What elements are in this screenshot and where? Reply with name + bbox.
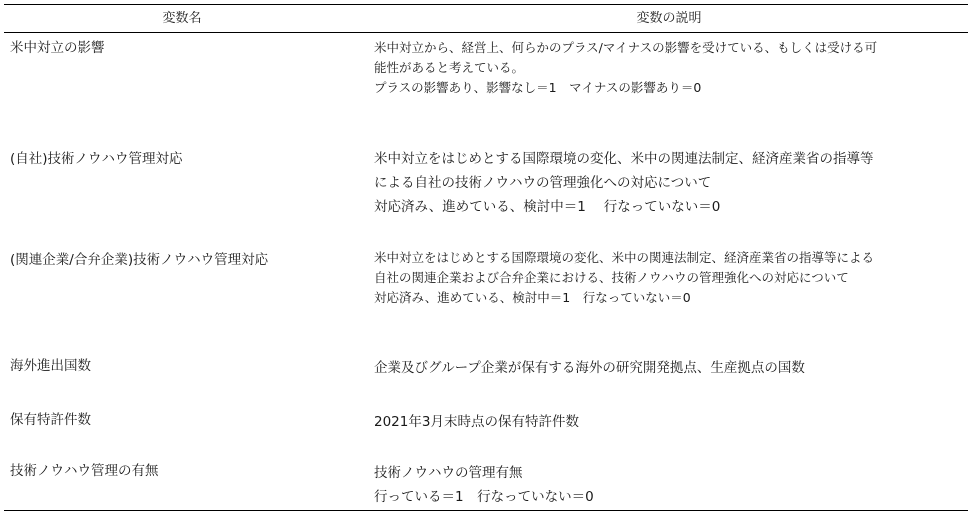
variable-name: 保有特許件数 (10, 412, 91, 428)
description-line: 米中対立をはじめとする国際環境の変化、米中の関連法制定、経済産業省の指導等による (374, 250, 875, 265)
variable-name: 技術ノウハウ管理の有無 (10, 463, 159, 479)
description-line: 対応済み、進めている、検討中＝1 行なっていない＝0 (374, 290, 691, 305)
header-divider (4, 32, 968, 33)
variable-description (374, 248, 968, 308)
variable-name: 米中対立の影響 (10, 40, 105, 56)
description-line: による自社の技術ノウハウの管理強化への対応について (374, 175, 712, 191)
description-line: 技術ノウハウの管理有無 (374, 465, 523, 481)
variable-description (374, 461, 968, 509)
description-line: 行っている＝1 行なっていない＝0 (374, 489, 594, 505)
description-line: プラスの影響あり、影響なし＝1 マイナスの影響あり＝0 (374, 80, 702, 95)
variable-table (4, 4, 968, 511)
variable-description (374, 356, 968, 380)
description-line: 2021年3月末時点の保有特許件数 (374, 414, 579, 430)
variable-name: 海外進出国数 (10, 358, 91, 374)
header-variable-description: 変数の説明 (636, 11, 702, 26)
description-line: 自社の関連企業および合弁企業における、技術ノウハウの管理強化への対応について (374, 270, 849, 285)
description-line: 米中対立から、経営上、何らかのプラス/マイナスの影響を受けている、もしくは受ける可 (374, 40, 878, 55)
header-variable-name: 変数名 (162, 11, 202, 26)
variable-name: (関連企業/合弁企業)技術ノウハウ管理対応 (10, 252, 269, 268)
variable-description (374, 38, 968, 98)
description-line: 対応済み、進めている、検討中＝1 行なっていない＝0 (374, 199, 721, 215)
variable-description (374, 147, 968, 219)
variable-description (374, 410, 968, 434)
description-line: 企業及びグループ企業が保有する海外の研究開発拠点、生産拠点の国数 (374, 360, 805, 376)
description-line: 能性があると考えている。 (374, 60, 525, 75)
description-line: 米中対立をはじめとする国際環境の変化、米中の関連法制定、経済産業省の指導等 (374, 151, 874, 167)
variable-name: (自社)技術ノウハウ管理対応 (10, 151, 183, 167)
